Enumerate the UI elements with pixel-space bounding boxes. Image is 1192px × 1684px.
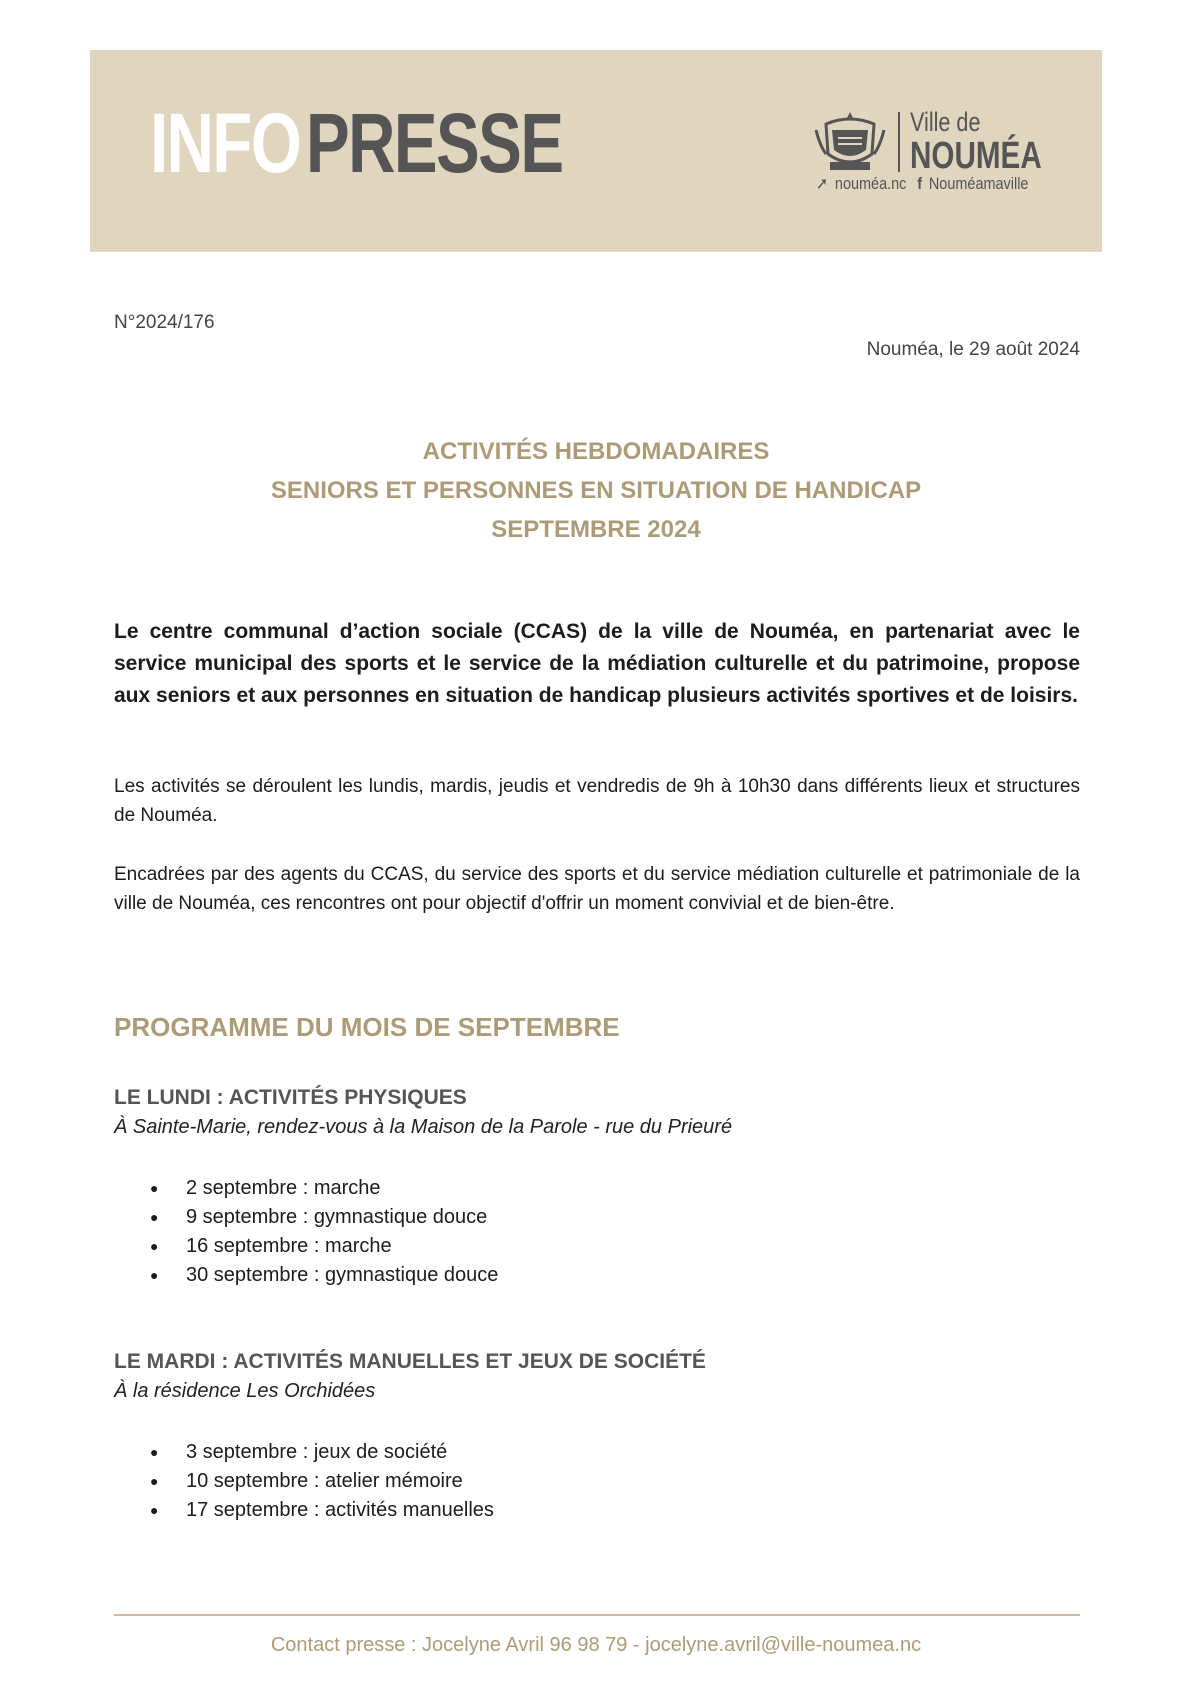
- day-heading-tuesday: LE MARDI : ACTIVITÉS MANUELLES ET JEUX DE SOCIÉTÉ: [114, 1350, 706, 1373]
- list-item: ● 3 septembre : jeux de société: [150, 1438, 494, 1467]
- body-paragraph: Encadrées par des agents du CCAS, du service des sports et du service médiation culturelle et patrimoniale de la ville de Nouméa, ces rencontres ont pour objectif d'offrir un moment convivial et de bien-être.: [114, 864, 1080, 914]
- facebook-icon: f: [917, 174, 923, 193]
- day-location-tuesday: À la résidence Les Orchidées: [114, 1380, 376, 1402]
- social-links: [816, 175, 1035, 193]
- footer-divider: [114, 1614, 1080, 1616]
- title-line: SEPTEMBRE 2024: [491, 516, 701, 543]
- title-line: SENIORS ET PERSONNES EN SITUATION DE HANDICAP: [270, 477, 922, 504]
- bullet-icon: ●: [150, 1180, 159, 1196]
- body-paragraph: Les activités se déroulent les lundis, mardis, jeudis et vendredis de 9h à 10h30 dans différents lieux et structures de Nouméa.: [114, 776, 1080, 826]
- press-reference: N°2024/176: [114, 312, 215, 333]
- website-link[interactable]: nouméa.nc: [834, 174, 907, 193]
- bullet-icon: ●: [150, 1444, 159, 1460]
- logo-info-text: INFO: [150, 96, 301, 190]
- day-location-monday: À Sainte-Marie, rendez-vous à la Maison de la Parole - rue du Prieuré: [114, 1116, 733, 1138]
- press-date: Nouméa, le 29 août 2024: [866, 339, 1080, 360]
- press-contact: Contact presse : Jocelyne Avril 96 98 79 - jocelyne.avril@ville-noumea.nc: [270, 1634, 922, 1656]
- city-name-logo: NOUMÉA: [910, 135, 1042, 177]
- document-title: [0, 432, 1192, 549]
- facebook-link[interactable]: Nouméamaville: [928, 174, 1029, 193]
- list-item: ● 10 septembre : atelier mémoire: [150, 1467, 494, 1496]
- logo-presse-text: PRESSE: [306, 96, 563, 190]
- bullet-icon: ●: [150, 1238, 159, 1254]
- bullet-icon: ●: [150, 1209, 159, 1225]
- list-item: ● 30 septembre : gymnastique douce: [150, 1261, 498, 1290]
- lead-paragraph: Le centre communal d’action sociale (CCAS) de la ville de Nouméa, en partenariat avec le service municipal des sports et le service de la médiation culturelle et du patrimoine, propose aux seniors et aux personnes en situation de handicap plusieurs activités sportives et de loisirs.: [114, 620, 1080, 707]
- bullet-icon: ●: [150, 1267, 159, 1283]
- monday-activity-list: [150, 1174, 498, 1290]
- title-line: ACTIVITÉS HEBDOMADAIRES: [422, 438, 770, 465]
- day-heading-monday: LE LUNDI : ACTIVITÉS PHYSIQUES: [114, 1086, 467, 1109]
- bullet-icon: ●: [150, 1473, 159, 1489]
- list-item: ● 2 septembre : marche: [150, 1174, 498, 1203]
- programme-heading: PROGRAMME DU MOIS DE SEPTEMBRE: [114, 1012, 620, 1042]
- list-item: ● 16 septembre : marche: [150, 1232, 498, 1261]
- city-label-small: Ville de: [910, 107, 981, 137]
- logo-divider: [898, 112, 900, 172]
- list-item: ● 17 septembre : activités manuelles: [150, 1496, 494, 1525]
- city-crest-icon: [812, 110, 888, 174]
- bullet-icon: ●: [150, 1502, 159, 1518]
- list-item: ● 9 septembre : gymnastique douce: [150, 1203, 498, 1232]
- tuesday-activity-list: [150, 1438, 494, 1525]
- arrow-icon: ➚: [816, 174, 829, 193]
